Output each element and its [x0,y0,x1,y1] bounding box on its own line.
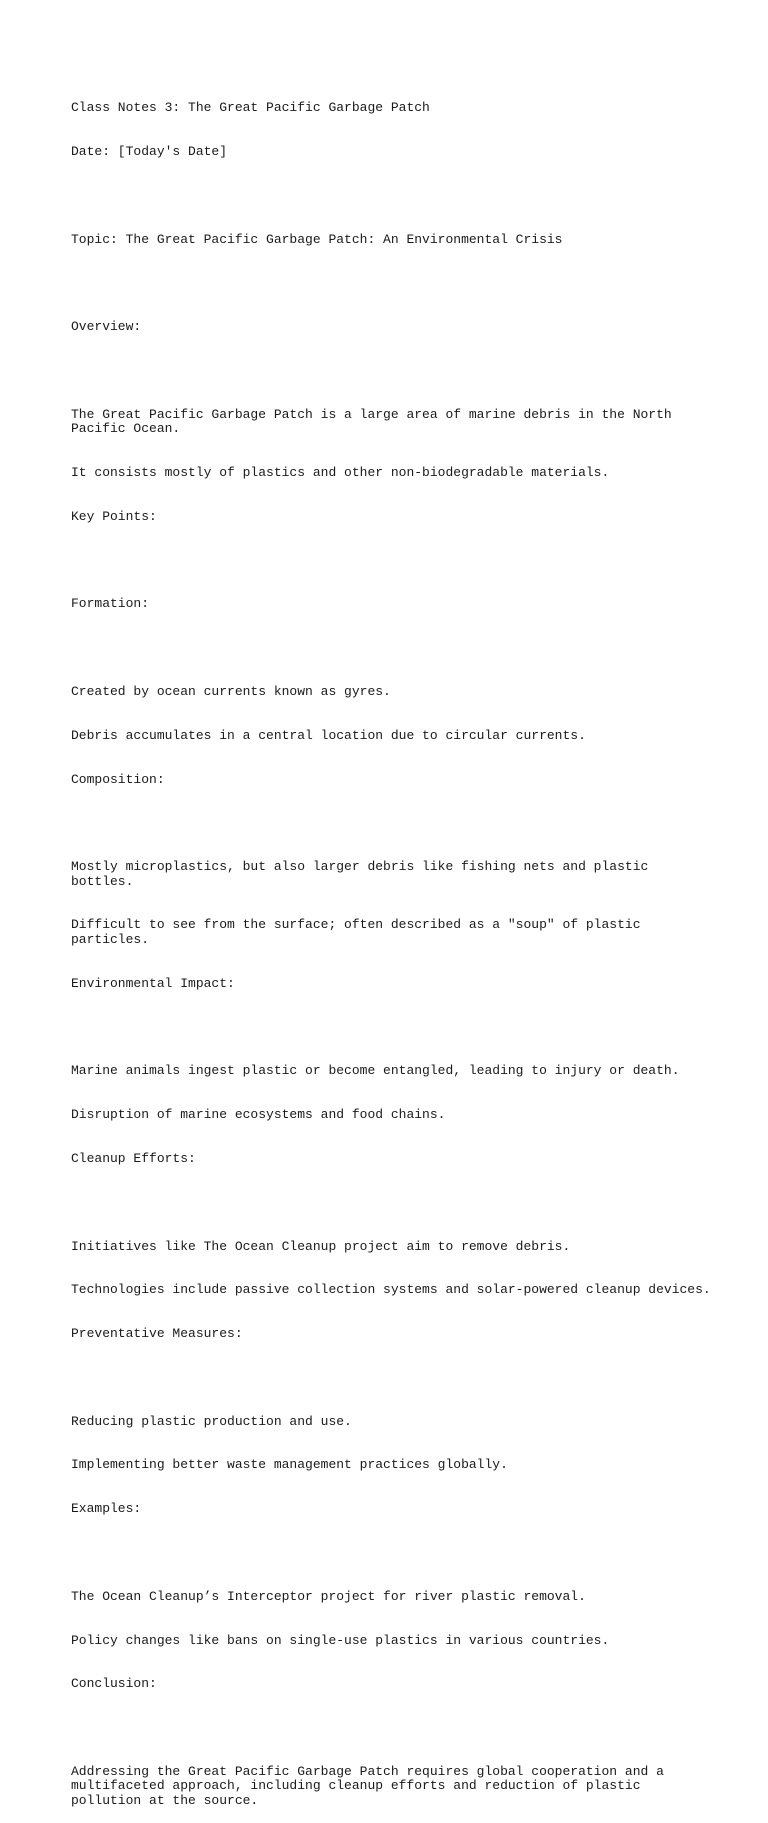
spacer [71,1021,711,1036]
overview-paragraph-2: It consists mostly of plastics and other non-biodegradable materials. [71,465,610,481]
spacer [71,189,711,204]
impact-line-1: Marine animals ingest plastic or become entangled, leading to injury or death. [71,1063,680,1079]
cleanup-heading: Cleanup Efforts: [71,1150,196,1166]
preventative-line-1: Reducing plastic production and use. [71,1413,352,1429]
cleanup-line-1: Initiatives like The Ocean Cleanup project aim to remove debris. [71,1238,571,1254]
spacer [71,1721,711,1736]
document-date: Date: [Today's Date] [71,143,228,159]
spacer [71,1196,711,1211]
spacer [71,364,711,379]
overview-paragraph-1: The Great Pacific Garbage Patch is a large area of marine debris in the North Pacific Ocean. [71,406,680,437]
composition-heading: Composition: [71,771,165,787]
preventative-line-2: Implementing better waste management practices globally. [71,1457,508,1473]
impact-line-2: Disruption of marine ecosystems and food chains. [71,1107,446,1123]
examples-heading: Examples: [71,1501,142,1517]
impact-heading: Environmental Impact: [71,975,235,991]
document-page [71,72,711,1823]
key-points-heading: Key Points: [71,508,157,524]
spacer [71,554,711,569]
formation-heading: Formation: [71,596,150,612]
examples-line-1: The Ocean Cleanup’s Interceptor project for river plastic removal. [71,1588,586,1604]
overview-heading: Overview: [71,319,142,335]
conclusion-heading: Conclusion: [71,1676,157,1692]
preventative-heading: Preventative Measures: [71,1326,243,1342]
composition-line-2: Difficult to see from the surface; often described as a "soup" of plastic particles. [71,917,649,948]
spacer [71,641,711,656]
document-title: Class Notes 3: The Great Pacific Garbage Patch [71,100,430,116]
conclusion-paragraph: Addressing the Great Pacific Garbage Patch requires global cooperation and a multifaceted approach, including cleanup efforts and reduction of plastic pollution at the source. [71,1763,672,1809]
spacer [71,1371,711,1386]
spacer [71,816,711,831]
composition-line-1: Mostly microplastics, but also larger debris like fishing nets and plastic bottles. [71,859,657,889]
formation-line-1: Created by ocean currents known as gyres. [71,683,391,699]
spacer [71,1546,711,1561]
formation-line-2: Debris accumulates in a central location due to circular currents. [71,727,586,743]
examples-line-2: Policy changes like bans on single-use plastics in various countries. [71,1632,610,1648]
cleanup-line-2: Technologies include passive collection systems and solar-powered cleanup devices. [71,1282,711,1298]
topic-line: Topic: The Great Pacific Garbage Patch: An Environmental Crisis [71,231,563,247]
spacer [71,276,711,291]
